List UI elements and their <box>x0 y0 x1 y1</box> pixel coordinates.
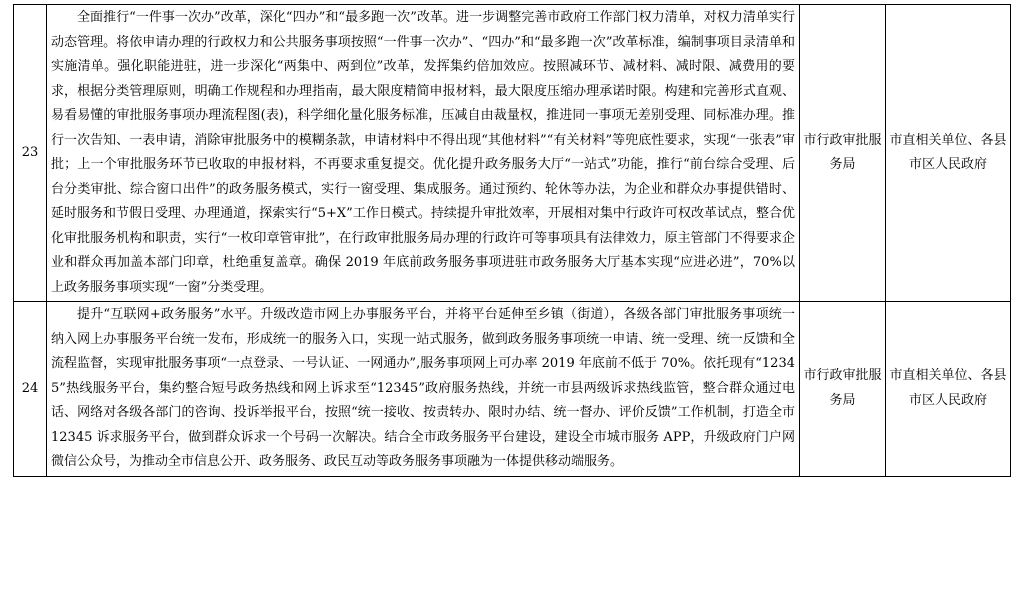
task-content-text: 提升“互联网+政务服务”水平。升级改造市网上办事服务平台，并将平台延伸至乡镇（街道），各级各部门审批服务事项统一纳入网上办事服务平台统一发布，形成统一的服务入口，实现一站式服务，做到政务服务事项统一申请、统一受理、统一反馈和全流程监督，实现审批服务事项“一点登录、一号认证、一网通办”,服务事项网上可办率 2019 年底前不低于 70%。依托现有“12345”热线服务平台，集约整合短号政务热线和网上诉求至“12345”政府服务热线，并统一市县两级诉求热线监管，整合群众通过电话、网络对各级各部门的咨询、投诉举报平台，按照“统一接收、按责转办、限时办结、统一督办、评价反馈”工作机制，打造全市 12345 诉求服务平台，做到群众诉求一个号码一次解决。结合全市政务服务平台建设，建设全市城市服务 APP，升级政府门户网微信公众号，为推动全市信息公开、政务服务、政民互动等政务服务事项融为一体提供移动端服务。 <box>51 307 795 469</box>
lead-unit-cell: 市行政审批服务局 <box>800 5 886 302</box>
table-row <box>14 5 1011 302</box>
table-row <box>14 302 1011 477</box>
task-content-text: 全面推行“一件事一次办”改革，深化“四办”和“最多跑一次”改革。进一步调整完善市政府工作部门权力清单，对权力清单实行动态管理。将依申请办理的行政权力和公共服务事项按照“一件事一次办”、“四办”和“最多跑一次”改革标准，编制事项目录清单和实施清单。强化职能进驻，进一步深化“两集中、两到位”改革，发挥集约倍加效应。按照减环节、减材料、减时限、减费用的要求，根据分类管理原则，明确工作规程和办理指南，最大限度精简申报材料，最大限度压缩办理承诺时限。构建和完善形式直观、易看易懂的审批服务事项办理流程图(表)，科学细化量化服务标准，压减自由裁量权，推进同一事项无差别受理、同标准办理。推行一次告知、一表申请，消除审批服务中的模糊条款，申请材料中不得出现“其他材料”“有关材料”等兜底性要求，实现“一张表”审批；上一个审批服务环节已收取的申报材料，不再要求重复提交。优化提升政务服务大厅“一站式”功能，推行“前台综合受理、后台分类审批、综合窗口出件”的政务服务模式，实行一窗受理、集成服务。通过预约、轮休等办法，为企业和群众办事提供错时、延时服务和节假日受理、办理通道，探索实行“5+X”工作日模式。持续提升审批效率，开展相对集中行政许可权改革试点，整合优化审批服务机构和职责，实行“一枚印章管审批”，在行政审批服务局办理的行政许可等事项具有法律效力，原主管部门不得要求企业和群众再加盖本部门印章，杜绝重复盖章。确保 2019 年底前政务服务事项进驻市政务服务大厅基本实现“应进必进”，70%以上政务服务事项实现“一窗”分类受理。 <box>51 10 795 295</box>
task-table <box>13 4 1011 477</box>
coop-unit-cell: 市直相关单位、各县市区人民政府 <box>886 5 1011 302</box>
task-content-cell <box>47 5 800 302</box>
row-number: 23 <box>14 5 47 302</box>
lead-unit-cell: 市行政审批服务局 <box>800 302 886 477</box>
coop-unit-cell: 市直相关单位、各县市区人民政府 <box>886 302 1011 477</box>
row-number: 24 <box>14 302 47 477</box>
task-content-cell <box>47 302 800 477</box>
